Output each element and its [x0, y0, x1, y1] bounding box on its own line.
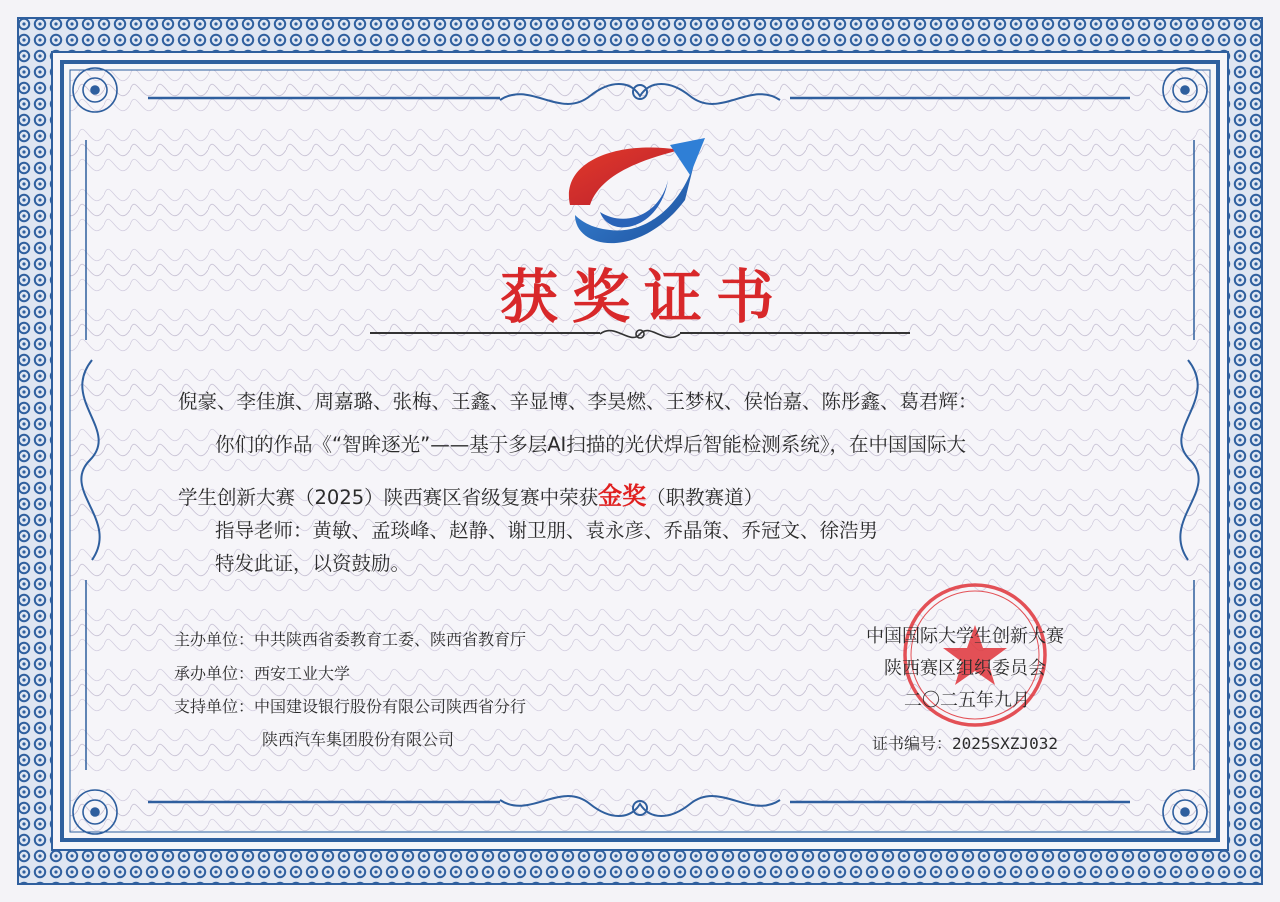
recipients-line: 倪豪、李佳旗、周嘉璐、张梅、王鑫、辛显博、李昊燃、王梦权、侯怡嘉、陈彤鑫、葛君辉： — [178, 390, 978, 413]
support-unit-2: 陕西汽车集团股份有限公司 — [262, 730, 455, 749]
organizer-unit: 承办单位：西安工业大学 — [174, 664, 351, 683]
certificate-number: 证书编号：2025SXZJ032 — [872, 734, 1058, 753]
host-unit: 主办单位：中共陕西省委教育工委、陕西省教育厅 — [174, 630, 527, 649]
closing-line: 特发此证，以资鼓励。 — [215, 552, 411, 575]
award-level: 金奖 — [598, 481, 647, 510]
certificate-title: 获奖证书 — [500, 263, 789, 331]
advisors-line: 指导老师：黄敏、孟琰峰、赵静、谢卫朋、袁永彦、乔晶策、乔冠文、徐浩男 — [215, 519, 879, 542]
body-line-1: 你们的作品《“智眸逐光”——基于多层AI扫描的光伏焊后智能检测系统》，在中国国际大 — [215, 433, 967, 456]
body-line-2 — [178, 476, 763, 511]
body-line-2-prefix: 学生创新大赛（2025）陕西赛区省级复赛中荣获 — [178, 486, 599, 509]
issuer-name-2: 陕西赛区组织委员会 — [884, 658, 1046, 679]
body-line-2-suffix: （职教赛道） — [646, 486, 764, 509]
issuer-name-1: 中国国际大学生创新大赛 — [866, 626, 1064, 647]
issue-date: 二〇二五年九月 — [904, 690, 1030, 711]
support-unit-1: 支持单位：中国建设银行股份有限公司陕西省分行 — [174, 697, 527, 716]
